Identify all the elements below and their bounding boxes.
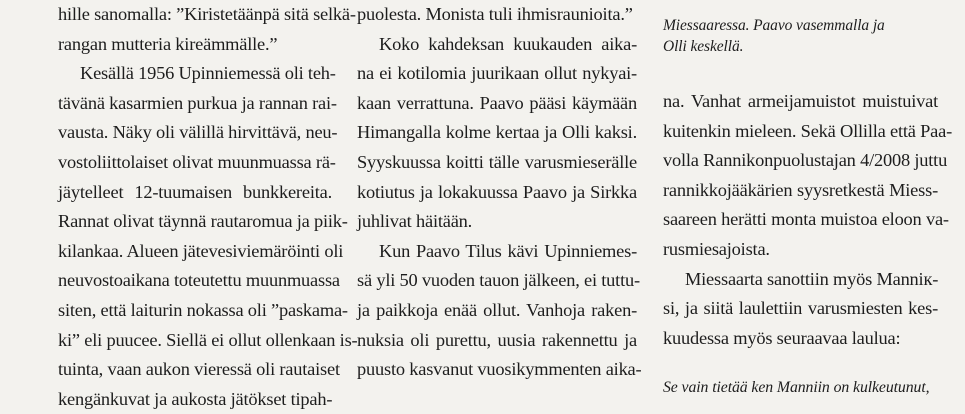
text-line: kaan verrattuna. Paavo pääsi käymään [357, 92, 637, 113]
photo-caption [663, 15, 938, 57]
text-line: siten, että laiturin nokassa oli ”paskama- [58, 299, 348, 320]
text-line: Syyskuussa koitti tälle varusmieserälle [357, 151, 637, 172]
text-line: na ei kotilomia juurikaan ollut nykyai- [357, 63, 637, 84]
text-line: tuinta, vaan aukon vieressä oli rautaiset [58, 359, 340, 380]
text-line: vostoliittolaiset olivat muunmuassa rä- [58, 151, 336, 172]
text-line: saareen herätti monta muistoa eloon va- [663, 209, 949, 230]
text-line: neuvostoaikana toteutettu muunmuassa [58, 270, 340, 291]
text-line: rangan mutteria kireämmälle.” [58, 33, 278, 54]
text-line: kilankaa. Alueen jätevesiviemäröinti oli [58, 240, 344, 261]
text-line: rannikkojääkärien syysretkestä Miess- [663, 179, 938, 200]
song-verse-line: Se vain tietää ken Manniin on kulkeutunut, [663, 379, 930, 396]
text-line: si, ja siitä laulettiin varusmiesten kes- [663, 298, 938, 319]
text-line: Miessaarta sanottiin myös Manniк- [685, 268, 939, 289]
text-line: Himangalla kolme kertaa ja Olli kaksi. [357, 122, 637, 143]
text-line: ja paikkoja enää ollut. Vanhoja raken- [357, 299, 637, 320]
column-left [58, 0, 358, 414]
text-line: nuksia oli purettu, uusia rakennettu ja [357, 329, 637, 350]
caption-line: Miessaaressa. Paavo vasemmalla ja [663, 17, 885, 34]
column-middle [357, 0, 642, 385]
text-line: puusto kasvanut vuosikymmenten aika- [357, 359, 642, 380]
text-line: kotiutus ja lokakuussa Paavo ja Sirkka [357, 181, 637, 202]
text-line: Koko kahdeksan kuukauden aika- [379, 33, 637, 54]
text-line: Kun Paavo Tilus kävi Upinniemes- [379, 240, 637, 261]
text-line: na. Vanhat armeijamuistot muistuivat [663, 91, 938, 111]
caption-line: Olli keskellä. [663, 38, 744, 55]
text-line: puolesta. Monista tuli ihmisraunioita.” [357, 4, 633, 24]
text-line: kuudessa myös seuraavaa laulua: [663, 327, 901, 348]
text-line: Rannat olivat täynnä rautaromua ja piik- [58, 211, 348, 232]
text-line: volla Rannikonpuolustajan 4/2008 juttu [663, 150, 948, 171]
text-line: hille sanomalla: ”Kiristetäänpä sitä selkä- [58, 4, 356, 24]
text-line: kuitenkin mieleen. Sekä Ollilla että Paa- [663, 120, 953, 141]
text-line: ki” eli puucee. Siellä ei ollut ollenkaan is- [58, 329, 358, 350]
text-line: jäytelleet 12-tuumaisen bunkkereita. [58, 181, 332, 202]
text-line: juhlivat häitään. [357, 211, 473, 232]
text-line: rusmiesajoista. [663, 238, 770, 259]
column-right [663, 87, 953, 353]
text-line: tävänä kasarmien purkua ja rannan rai- [58, 92, 337, 113]
text-line: Kesällä 1956 Upinniemessä oli teh- [80, 63, 336, 84]
text-line: vausta. Näky oli välillä hirvittävä, neu- [58, 122, 338, 143]
text-line: sä yli 50 vuoden tauon jälkeen, ei tuttu- [357, 270, 640, 291]
text-line: kengänkuvat ja aukosta jätökset tipah- [58, 388, 333, 409]
